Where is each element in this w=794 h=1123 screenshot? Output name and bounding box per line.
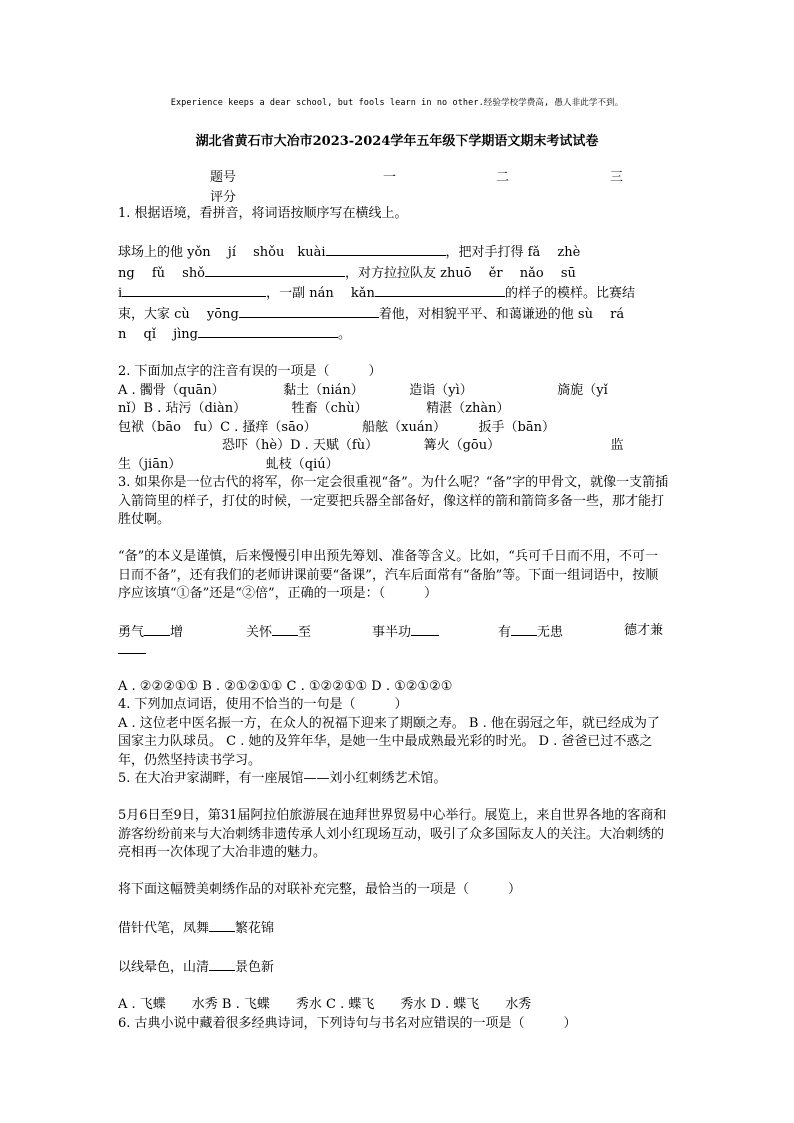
q5-paragraph-2: 将下面这幅赞美刺绣作品的对联补充完整，最恰当的一项是（ ） <box>118 882 522 897</box>
q4-stem: 4. 下列加点词语，使用不恰当的一句是（ ） <box>118 697 408 712</box>
q5-paragraph-1: 5月6日至9日，第31届阿拉伯旅游展在迪拜世界贸易中心举行。展览上，来自世界各地的客商和游客纷纷前来与大冶刺绣非遗传承人刘小红现场互动，吸引了众多国际友人的关注。大冶刺绣的亮相再一次体现了大冶非遗的魅力。 <box>118 808 667 860</box>
q2-line-4: 恐吓（hè）D . 天赋（fù） 篝火（gōu） 监 <box>118 438 624 453</box>
q2-line-2: nǐ）B . 玷污（diàn） 牲畜（chù） 精湛（zhàn） <box>118 401 510 416</box>
score-row-label: 评分 <box>210 190 237 205</box>
q2-stem: 2. 下面加点字的注音有误的一项是（ ） <box>118 364 382 379</box>
q3-words: 勇气 增 关怀 至 事半功 有 无患 德才兼 <box>118 622 670 659</box>
answer-blank[interactable] <box>205 263 345 277</box>
couplet-line-1: 借针代笔，凤舞 繁花锦 <box>118 918 670 939</box>
answer-blank[interactable] <box>122 283 266 297</box>
exam-content <box>118 205 670 1033</box>
q1-body: 球场上的他 yǒn jí shǒu kuài ，把对手打得 fǎ zhè ng fǔ shǒ ，对方拉拉队友 zhuō ěr nǎo sū i ，一副 nán kǎn 的样子的模样。比赛结 束，大家 cù yōng 着他，对相貌平平、和蔼谦逊的他 sù rá n qǐ jìng 。 <box>118 242 670 345</box>
q3-paragraph-2: “备”的本义是谨慎，后来慢慢引申出预先筹划、准备等含义。比如，“兵可千日而不用，不可一日而不备”，还有我们的老师讲课前要“备课”，汽车后面常有“备胎”等。下面一组词语中，按顺序应该填“①备”还是“②倍”，正确的一项是：（ ） <box>118 549 659 601</box>
answer-blank[interactable] <box>239 304 379 318</box>
answer-blank[interactable] <box>209 957 235 971</box>
q6-stem: 6. 古典小说中藏着很多经典诗词，下列诗句与书名对应错误的一项是（ ） <box>118 1015 577 1031</box>
answer-blank[interactable] <box>375 283 505 297</box>
q5-stem: 5. 在大冶尹家湖畔，有一座展馆——刘小红刺绣艺术馆。 <box>118 771 447 786</box>
q3-paragraph-1: 3. 如果你是一位古代的将军，你一定会很重视“备”。为什么呢？“备”字的甲骨文，就像一支箭插入箭筒里的样子，打仗的时候，一定要把兵器全部备好，像这样的箭和箭筒多备一些，那才能打胜仗啊。 <box>118 475 669 527</box>
score-col-3: 三 <box>610 170 624 185</box>
score-col-2: 二 <box>496 170 510 185</box>
answer-blank[interactable] <box>411 622 439 636</box>
q2-line-3: 包袱（bāo fu）C . 搔痒（sāo） 船舷（xuán） 扳手（bān） <box>118 419 555 435</box>
q2-line-5: 生（jiān） 虬枝（qiú） <box>118 456 339 472</box>
answer-blank[interactable] <box>144 622 170 636</box>
score-col-1: 一 <box>383 170 397 185</box>
header-motto: Experience keeps a dear school, but fools learn in no other.经验学校学费高, 愚人非此学不到。 <box>170 98 624 108</box>
q1-stem: 1. 根据语境，看拼音，将词语按顺序写在横线上。 <box>118 206 408 221</box>
couplet-line-2: 以线晕色，山清 景色新 <box>118 957 670 978</box>
page-title: 湖北省黄石市大冶市2023-2024学年五年级下学期语文期末考试试卷 <box>195 134 599 149</box>
score-table <box>210 166 640 206</box>
answer-blank[interactable] <box>118 640 146 654</box>
q4-body: A . 这位老中医名振一方，在众人的祝福下迎来了期颐之寿。 B . 他在弱冠之年，就已经成为了国家主力队球员。 C . 她的及笄年华，是她一生中最成熟最光彩的时光。 D . 爸爸已过不惑之年，仍然坚持读书学习。 <box>118 715 660 768</box>
answer-blank[interactable] <box>511 622 537 636</box>
q5-options: A . 飞蝶 水秀 B . 飞蝶 秀水 C . 蝶飞 秀水 D . 蝶飞 水秀 <box>118 997 532 1012</box>
answer-blank[interactable] <box>272 622 298 636</box>
answer-blank[interactable] <box>209 918 235 932</box>
answer-blank[interactable] <box>198 324 338 338</box>
score-col-label: 题号 <box>210 170 237 185</box>
answer-blank[interactable] <box>326 242 446 256</box>
q2-line-1: A . 髑骨（quān） 黏土（nián） 造诣（yì） 旖旎（yǐ <box>118 382 608 398</box>
q3-options: A . ②②②①① B . ②①②①① C . ①②②①① D . ①②①②① <box>118 678 453 694</box>
